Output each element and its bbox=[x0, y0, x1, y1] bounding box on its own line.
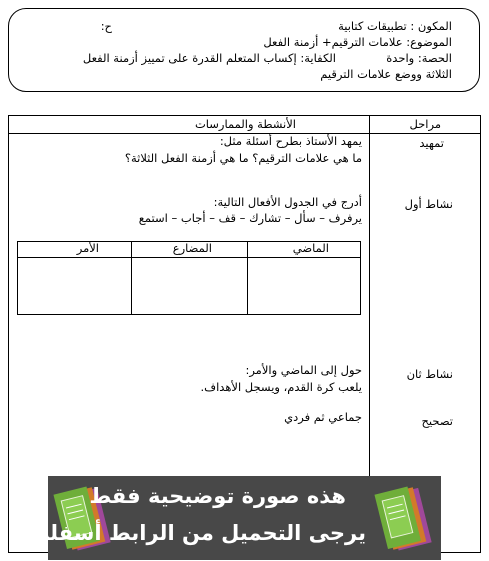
correction-line-1: جماعي ثم فردي bbox=[284, 410, 362, 424]
banner-line-1: هذه صورة توضيحية فقط bbox=[89, 484, 346, 508]
activity-1-line-1: أدرج في الجدول الأفعال التالية: bbox=[213, 195, 362, 209]
book-stack-icon-right bbox=[373, 482, 437, 554]
verb-table-header-imperative: الأمر bbox=[76, 241, 99, 255]
activity-2-line-2: يلعب كرة القدم، ويسجل الأهداف. bbox=[200, 380, 362, 394]
session-label: الحصة: واحدة bbox=[386, 51, 452, 65]
stage-activity-2: نشاط ثان bbox=[406, 367, 453, 381]
component-label: المكون : تطبيقات كتابية bbox=[338, 19, 452, 33]
banner-line-2: يرجى التحميل من الرابط أسفله bbox=[37, 521, 366, 545]
stage-intro: تمهيد bbox=[419, 136, 444, 150]
intro-line-2: ما هي علامات الترقيم؟ ما هي أزمنة الفعل الثلاثة؟ bbox=[124, 151, 362, 165]
topic-label: الموضوع: علامات الترقيم+ أزمنة الفعل bbox=[263, 35, 452, 49]
competence-continuation: الثلاثة ووضع علامات الترقيم bbox=[320, 67, 452, 81]
activity-2-line-1: حول إلى الماضي والأمر: bbox=[245, 363, 362, 377]
watermark-banner bbox=[37, 476, 441, 560]
stage-correction: تصحيح bbox=[421, 414, 453, 428]
verb-table-header-past: الماضي bbox=[292, 241, 329, 255]
column-header-stages: مراحل bbox=[409, 117, 441, 131]
verb-table-header-present: المضارع bbox=[172, 241, 212, 255]
competence-label: الكفاية: إكساب المتعلم القدرة على تمييز أزمنة الفعل bbox=[82, 51, 336, 65]
column-header-activities: الأنشطة والممارسات bbox=[194, 117, 296, 131]
stage-activity-1: نشاط أول bbox=[404, 197, 453, 211]
number-label: ح: bbox=[100, 19, 112, 33]
activity-1-line-2: يرفرف – سأل – تشارك – قف – أجاب – استمع bbox=[138, 211, 362, 225]
intro-line-1: يمهد الأستاذ بطرح أسئلة مثل: bbox=[219, 134, 362, 148]
